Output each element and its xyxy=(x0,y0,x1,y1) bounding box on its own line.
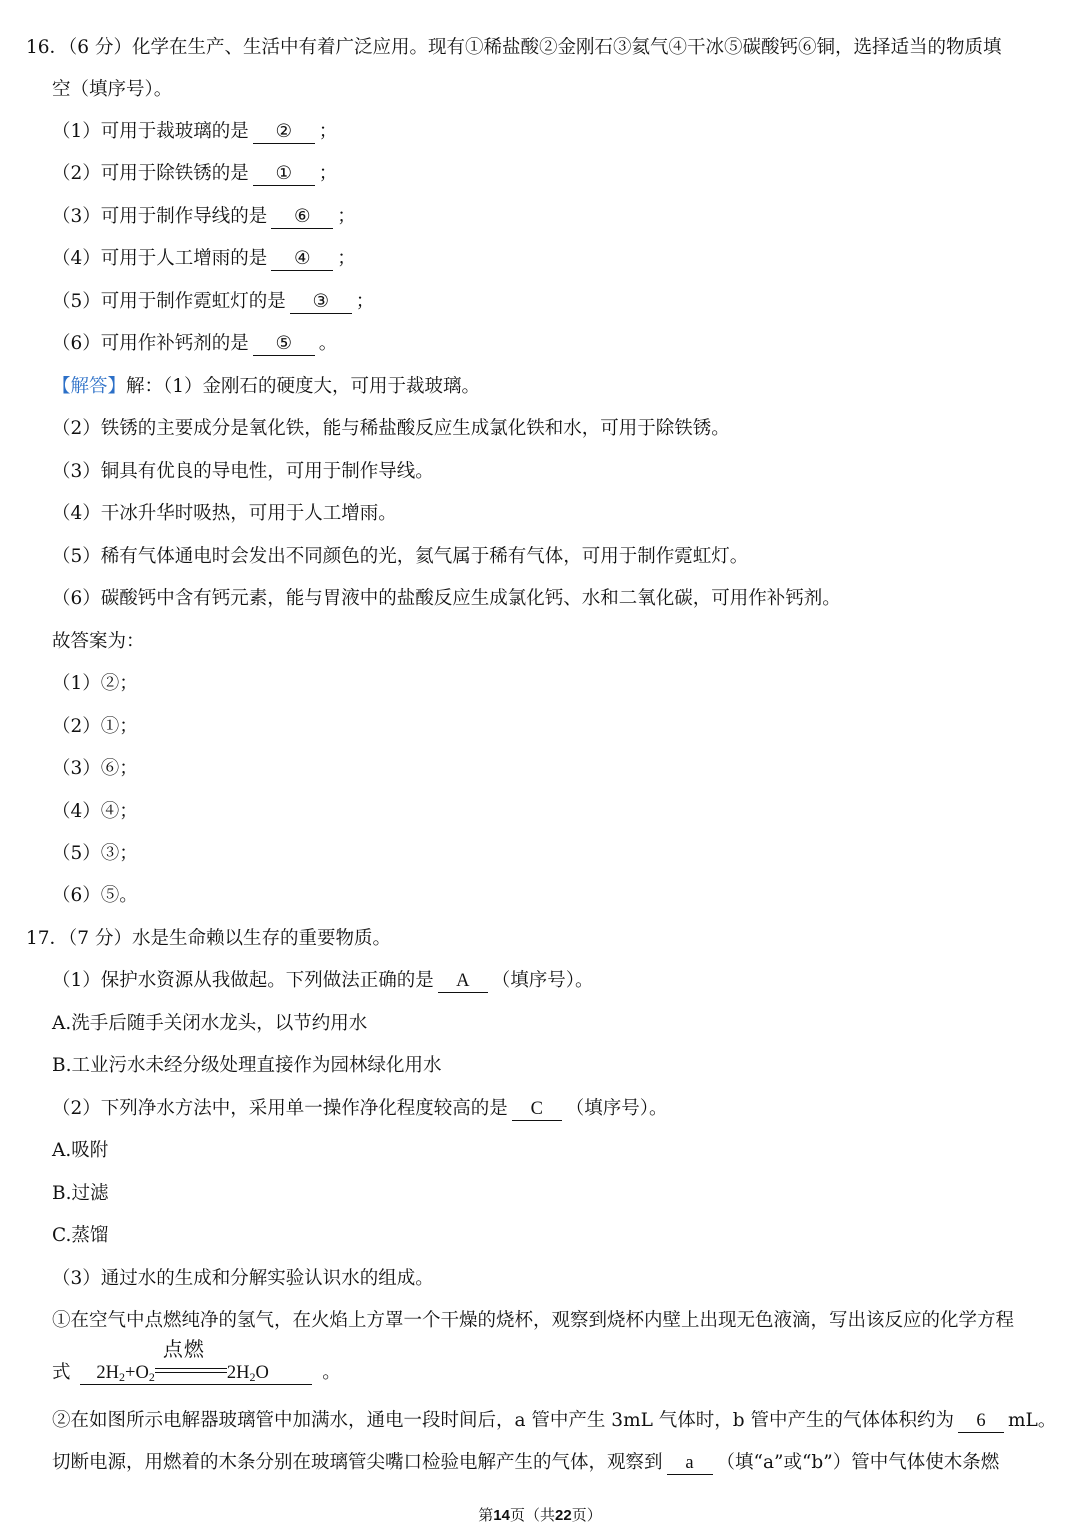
answer-blank: A xyxy=(438,970,488,993)
answer-blank: ⑤ xyxy=(253,333,315,356)
q16-item-4: （4）可用于人工增雨的是 ④ ； xyxy=(52,248,356,269)
q17-stem: 17．（7 分）水是生命赖以生存的重要物质。 xyxy=(26,928,391,949)
answer-blank: ③ xyxy=(290,291,352,314)
q17-part2-option-c: C.蒸馏 xyxy=(52,1225,109,1246)
page-number: 14 xyxy=(493,1507,510,1524)
q16-solution-5: （5）稀有气体通电时会发出不同颜色的光，氦气属于稀有气体，可用于制作霓虹灯。 xyxy=(52,546,749,567)
q17-part3-2-line2: 切断电源，用燃着的木条分别在玻璃管尖嘴口检验电解产生的气体，观察到 a （填“a”或“b”）管中气体使木条燃 xyxy=(52,1452,1000,1473)
q16-solution-2: （2）铁锈的主要成分是氧化铁，能与稀盐酸反应生成氯化铁和水，可用于除铁锈。 xyxy=(52,418,730,439)
q17-part3-stem: （3）通过水的生成和分解实验认识水的组成。 xyxy=(52,1268,434,1289)
q16-item-6: （6）可用作补钙剂的是 ⑤ 。 xyxy=(52,333,338,354)
reaction-condition: 点燃 xyxy=(162,1337,205,1361)
answer-blank: ⑥ xyxy=(271,206,333,229)
answer-blank: C xyxy=(512,1098,562,1121)
q17-part2-option-a: A.吸附 xyxy=(52,1140,109,1161)
q16-answer-2: （2）①； xyxy=(52,716,138,737)
q17-part1-option-b: B.工业污水未经分级处理直接作为园林绿化用水 xyxy=(52,1055,442,1076)
q16-item-2: （2）可用于除铁锈的是 ① ； xyxy=(52,163,338,184)
q16-answer-3: （3）⑥； xyxy=(52,758,138,779)
page-total: 22 xyxy=(555,1507,572,1524)
q16-solution-6: （6）碳酸钙中含有钙元素，能与胃液中的盐酸反应生成氯化钙、水和二氧化碳，可用作补钙剂。 xyxy=(52,588,841,609)
q16-answer-1: （1）②； xyxy=(52,673,138,694)
q16-item-5: （5）可用于制作霓虹灯的是 ③ ； xyxy=(52,291,375,312)
q17-part1: （1）保护水资源从我做起。下列做法正确的是 A （填序号）。 xyxy=(52,970,594,991)
answer-blank: ④ xyxy=(271,248,333,271)
q16-solution-4: （4）干冰升华时吸热，可用于人工增雨。 xyxy=(52,503,397,524)
answer-blank: 6 xyxy=(958,1410,1004,1433)
q17-part2-option-b: B.过滤 xyxy=(52,1183,109,1204)
q16-answer-4: （4）④； xyxy=(52,801,138,822)
reaction-arrow xyxy=(155,1337,227,1380)
q17-part1-option-a: A.洗手后随手关闭水龙头，以节约用水 xyxy=(52,1013,368,1034)
chemical-equation: $2H_2+O_2$ 点燃 $2H_2O$ xyxy=(80,1358,312,1385)
q16-answer-5: （5）③； xyxy=(52,843,138,864)
q16-answer-intro: 故答案为： xyxy=(52,631,145,652)
q16-solution-1: 【解答】解：（1）金刚石的硬度大，可用于裁玻璃。 xyxy=(52,376,481,397)
q16-answer-6: （6）⑤。 xyxy=(52,885,138,906)
q16-solution-3: （3）铜具有优良的导电性，可用于制作导线。 xyxy=(52,461,434,482)
q16-item-1: （1）可用于裁玻璃的是 ② ； xyxy=(52,121,338,142)
solution-tag: 【解答】 xyxy=(52,376,127,397)
q17-equation-line: 式 $2H_2+O_2$ 点燃 $2H_2O$ 。 xyxy=(52,1337,341,1384)
q17-part2: （2）下列净水方法中，采用单一操作净化程度较高的是 C （填序号）。 xyxy=(52,1098,668,1119)
answer-blank: ① xyxy=(253,163,315,186)
q16-stem-line2: 空（填序号）。 xyxy=(52,79,173,100)
answer-blank: a xyxy=(667,1452,713,1475)
answer-blank: ② xyxy=(253,121,315,144)
q17-part3-1-line1: ①在空气中点燃纯净的氢气，在火焰上方罩一个干燥的烧杯，观察到烧杯内壁上出现无色液滴，写出该反应的化学方程 xyxy=(52,1310,1015,1331)
q16-stem-line1: 16．（6 分）化学在生产、生活中有着广泛应用。现有①稀盐酸②金刚石③氦气④干冰⑤碳酸钙⑥铜，选择适当的物质填 xyxy=(26,37,1002,58)
page-footer: 第14页（共22页） xyxy=(478,1506,602,1524)
q16-item-3: （3）可用于制作导线的是 ⑥ ； xyxy=(52,206,356,227)
q17-part3-2-line1: ②在如图所示电解器玻璃管中加满水，通电一段时间后，a 管中产生 3mL 气体时，b 管中产生的气体体积约为 6 mL。 xyxy=(52,1410,1057,1431)
